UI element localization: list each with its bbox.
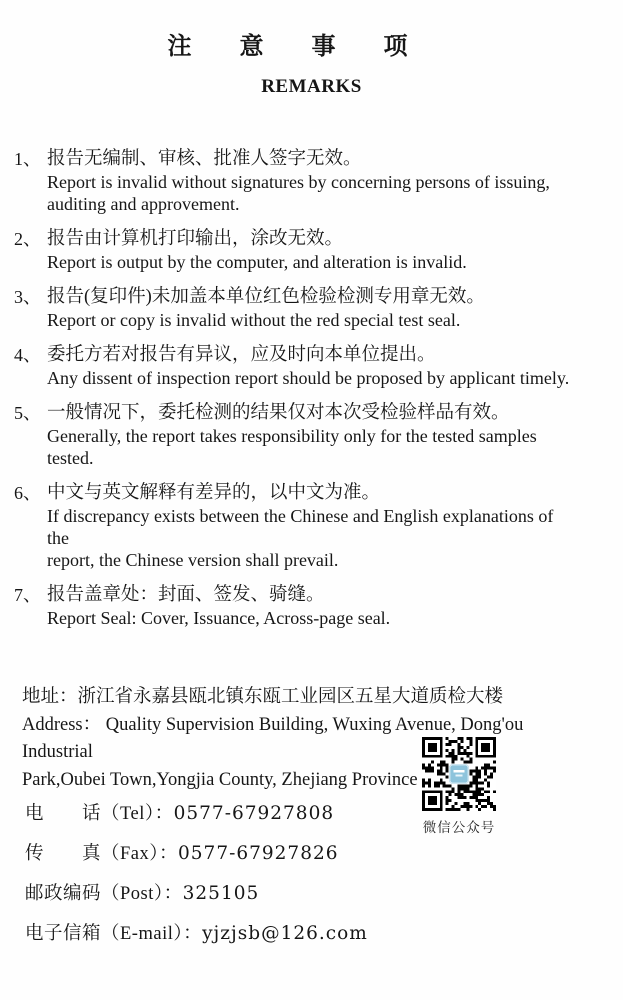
item-text-en: auditing and approvement. [47, 194, 240, 214]
telephone-label: 电 话（Tel）： [25, 804, 174, 824]
address-en: Park,Oubei Town,Yongjia County, Zhejiang Province [22, 769, 418, 790]
postcode-row [25, 883, 623, 905]
address-block [0, 684, 623, 794]
item-text-en: If discrepancy exists between the Chinese and English explanations of the [47, 506, 554, 548]
remark-item-7 [14, 584, 577, 629]
remarks-list [0, 148, 623, 629]
item-number: 6、 [14, 483, 41, 503]
wechat-qr-block [416, 737, 502, 836]
item-text-en: Report or copy is invalid without the red special test seal. [47, 310, 461, 330]
item-text-en: Report is invalid without signatures by concerning persons of issuing, [47, 172, 550, 192]
wechat-qr-code [422, 737, 496, 811]
remark-item-4 [14, 344, 577, 389]
item-number: 5、 [14, 403, 41, 423]
page-title-en: REMARKS [261, 76, 362, 97]
email-label: 电子信箱（E-mail）： [25, 924, 203, 944]
remark-item-5 [14, 402, 577, 469]
postcode-label: 邮政编码（Post）： [25, 884, 183, 904]
remark-item-1 [14, 148, 577, 215]
item-text-zh: 委托方若对报告有异议，应及时向本单位提出。 [47, 345, 436, 365]
item-text-zh: 报告无编制、审核、批准人签字无效。 [47, 149, 362, 169]
item-text-zh: 报告(复印件)未加盖本单位红色检验检测专用章无效。 [47, 287, 485, 307]
item-text-zh: 一般情况下，委托检测的结果仅对本次受检验样品有效。 [47, 403, 510, 423]
email-row [25, 923, 623, 945]
fax-label: 传 真（Fax）： [25, 844, 179, 864]
page-title-zh: 注意事项 [167, 34, 456, 60]
item-text-en: report, the Chinese version shall prevail. [47, 550, 339, 570]
fax-value: 0577-67927826 [178, 843, 339, 864]
wechat-qr-caption: 微信公众号 [422, 820, 496, 835]
item-text-zh: 中文与英文解释有差异的，以中文为准。 [47, 483, 381, 503]
remark-item-3 [14, 286, 577, 331]
item-number: 3、 [14, 287, 41, 307]
address-zh: 地址：浙江省永嘉县瓯北镇东瓯工业园区五星大道质检大楼 [22, 687, 504, 707]
remark-item-2 [14, 228, 577, 273]
item-number: 7、 [14, 585, 41, 605]
item-text-zh: 报告由计算机打印输出，涂改无效。 [47, 229, 344, 249]
telephone-value: 0577-67927808 [173, 803, 335, 824]
item-number: 2、 [14, 229, 41, 249]
remark-item-6 [14, 482, 577, 571]
item-number: 1、 [14, 149, 41, 169]
fax-row [25, 843, 623, 865]
item-text-en: Generally, the report takes responsibility only for the tested samples tested. [47, 426, 537, 468]
item-number: 4、 [14, 345, 41, 365]
item-text-zh: 报告盖章处：封面、签发、骑缝。 [47, 585, 325, 605]
address-en: Address： Quality Supervision Building, Wuxing Avenue, Dong'ou Industrial [22, 714, 524, 762]
item-text-en: Report is output by the computer, and alteration is invalid. [47, 252, 467, 272]
email-value: yjzjsb@126.com [202, 923, 368, 944]
item-text-en: Report Seal: Cover, Issuance, Across-page seal. [47, 608, 391, 628]
item-text-en: Any dissent of inspection report should be proposed by applicant timely. [47, 368, 570, 388]
postcode-value: 325105 [182, 883, 260, 904]
telephone-row [25, 803, 623, 825]
contact-section [0, 803, 623, 945]
